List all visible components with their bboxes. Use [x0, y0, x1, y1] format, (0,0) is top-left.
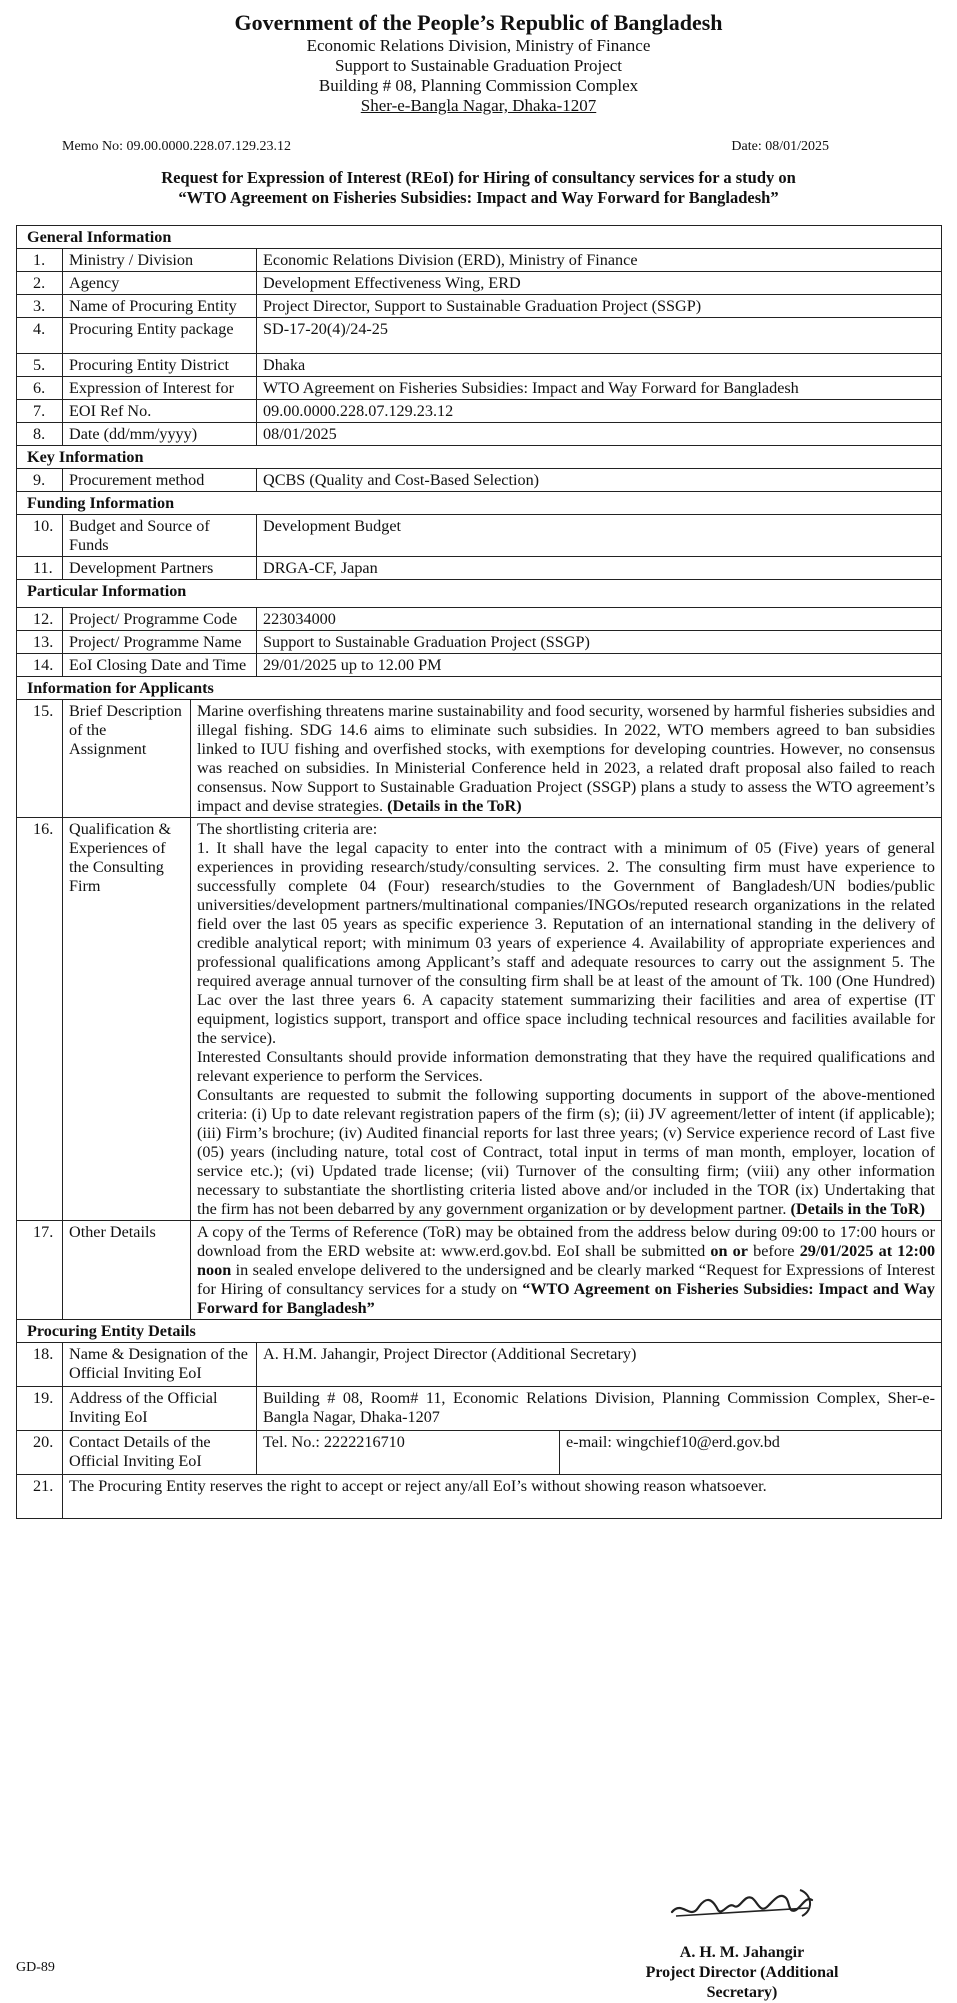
row-number: 9. — [17, 469, 63, 492]
row-label: Budget and Source of Funds — [63, 515, 257, 557]
contact-email: e-mail: wingchief10@erd.gov.bd — [560, 1431, 942, 1475]
row-number: 15. — [17, 700, 63, 818]
row-value: 29/01/2025 up to 12.00 PM — [257, 654, 942, 677]
section-row — [17, 492, 942, 515]
row-label: Procuring Entity District — [63, 354, 257, 377]
other-details-text: before — [753, 1242, 795, 1260]
row-number: 4. — [17, 318, 63, 354]
building-line: Building # 08, Planning Commission Complex — [318, 76, 639, 95]
closing-deadline: 29/01/2025 at 12:00 noon — [197, 1242, 936, 1279]
other-details-text: A copy of the Terms of Reference (ToR) may be obtained from the address below during 09:00 to 17:00 hours or download from the ERD website at: www.erd.gov.bd. EoI shall be submitted — [197, 1223, 935, 1260]
row-value: WTO Agreement on Fisheries Subsidies: Impact and Way Forward for Bangladesh — [257, 377, 942, 400]
documents-text: Consultants are requested to submit the following supporting documents in support of the above-mentioned criteria: (i) Up to date relevant registration papers of the firm (s); (ii) JV agreement/letter of intent (if applicable); (iii) Firm’s brochure; (iv) Audited financial reports for last three years; (v) Service experience record of Last five (05) years (including nature, total cost of Contract, total input in terms of man month, employer, location of service etc.); (vi) Updated trade license; (vii) Turnover of the consulting firm; (viii) any other information necessary to substantiate the shortlisting criteria listed above and/or included in the TOR (ix) Undertaking that the firm has not been debarred by any government organization or by development partner. — [197, 1086, 935, 1218]
row-value: Development Budget — [257, 515, 942, 557]
row-value: DRGA-CF, Japan — [257, 557, 942, 580]
row-value: Support to Sustainable Graduation Project (SSGP) — [257, 631, 942, 654]
row-label: Brief Description of the Assignment — [63, 700, 191, 818]
other-details — [191, 1221, 942, 1320]
row-label: Agency — [63, 272, 257, 295]
section-procuring: Procuring Entity Details — [17, 1320, 942, 1343]
section-general: General Information — [17, 226, 942, 249]
table-row — [17, 654, 942, 677]
handwritten-signature — [662, 1880, 822, 1932]
table-row — [17, 1343, 942, 1387]
row-value: 09.00.0000.228.07.129.23.12 — [257, 400, 942, 423]
row-value: 223034000 — [257, 608, 942, 631]
row-number: 20. — [17, 1431, 63, 1475]
memo-date: Date: 08/01/2025 — [731, 139, 829, 154]
row-value: 08/01/2025 — [257, 423, 942, 446]
table-row — [17, 249, 942, 272]
row-number: 11. — [17, 557, 63, 580]
table-row — [17, 1431, 942, 1475]
row-value: Development Effectiveness Wing, ERD — [257, 272, 942, 295]
row-number: 5. — [17, 354, 63, 377]
study-title: “WTO Agreement on Fisheries Subsidies: Impact and Way Forward for Bangladesh” — [197, 1280, 935, 1317]
table-row — [17, 1387, 942, 1431]
other-details-text: in sealed envelope delivered to the undersigned and be clearly marked “Request for Expressions of Interest for Hiring of consultancy services for a study on — [197, 1261, 935, 1298]
request-title-line1: Request for Expression of Interest (REoI) for Hiring of consultancy services for a study on — [161, 168, 796, 187]
interested-consultants: Interested Consultants should provide information demonstrating that they have the required qualifications and relevant experience to perform the Services. — [197, 1048, 935, 1085]
row-label: Procuring Entity package — [63, 318, 257, 354]
assignment-description — [191, 700, 942, 818]
row-value: Economic Relations Division (ERD), Ministry of Finance — [257, 249, 942, 272]
section-row — [17, 580, 942, 608]
table-row — [17, 354, 942, 377]
row-label: Ministry / Division — [63, 249, 257, 272]
row-value: Building # 08, Room# 11, Economic Relations Division, Planning Commission Complex, Sher-e-Bangla Nagar, Dhaka-1207 — [257, 1387, 942, 1431]
table-row — [17, 423, 942, 446]
footer-code: GD-89 — [16, 1960, 55, 1975]
table-row — [17, 377, 942, 400]
row-label: Other Details — [63, 1221, 191, 1320]
row-value: Dhaka — [257, 354, 942, 377]
row-number: 13. — [17, 631, 63, 654]
row-number: 14. — [17, 654, 63, 677]
row-number: 10. — [17, 515, 63, 557]
row-value: Project Director, Support to Sustainable Graduation Project (SSGP) — [257, 295, 942, 318]
row-number: 18. — [17, 1343, 63, 1387]
table-row — [17, 700, 942, 818]
memo-number: Memo No: 09.00.0000.228.07.129.23.12 — [62, 139, 292, 154]
row-number: 1. — [17, 249, 63, 272]
address-line: Sher-e-Bangla Nagar, Dhaka-1207 — [360, 96, 597, 115]
row-label: Procurement method — [63, 469, 257, 492]
table-row — [17, 400, 942, 423]
memo-row — [0, 138, 957, 156]
table-row — [17, 557, 942, 580]
row-label: EoI Closing Date and Time — [63, 654, 257, 677]
row-number: 2. — [17, 272, 63, 295]
row-label: Date (dd/mm/yyyy) — [63, 423, 257, 446]
row-number: 21. — [17, 1475, 63, 1519]
request-title — [0, 168, 957, 208]
row-label: Development Partners — [63, 557, 257, 580]
table-row — [17, 631, 942, 654]
row-value: A. H.M. Jahangir, Project Director (Additional Secretary) — [257, 1343, 942, 1387]
row-label: Contact Details of the Official Inviting EoI — [63, 1431, 257, 1475]
row-number: 16. — [17, 818, 63, 1221]
row-number: 7. — [17, 400, 63, 423]
row-label: Project/ Programme Name — [63, 631, 257, 654]
section-applicants: Information for Applicants — [17, 677, 942, 700]
row-number: 6. — [17, 377, 63, 400]
signature-block — [627, 1880, 857, 2003]
criteria-list: 1. It shall have the legal capacity to enter into the contract with a minimum of 05 (Five) years of general experiences in providing research/study/consulting services. 2. The consulting firm must have experience to successfully complete 04 (Four) research/studies to the Government of Bangladesh/UN bodies/public universities/development partners/multinational companies/INGOs/reputed research organizations in the related field over the last 05 years as specific experience 3. Reputation of an international standing in the delivery of credible analytical report; with minimum 03 years of experience 4. Availability of appropriate experiences and professional qualifications among Applicant’s staff and adequate resources to carry out the assignment 5. The required average annual turnover of the consulting firm shall be at least of the amount of Tk. 100 (One Hundred) Lac over the last three years 6. A capacity statement summarizing their facilities and area of expertise (IT equipment, logistics support, transport and office space including technical resources and facilities available for the service). — [197, 839, 935, 1047]
contact-phone: Tel. No.: 2222216710 — [257, 1431, 560, 1475]
section-row — [17, 226, 942, 249]
row-label: Qualification & Experiences of the Consulting Firm — [63, 818, 191, 1221]
table-row — [17, 515, 942, 557]
row-number: 8. — [17, 423, 63, 446]
section-row — [17, 446, 942, 469]
section-row — [17, 677, 942, 700]
section-row — [17, 1320, 942, 1343]
letterhead — [0, 0, 957, 116]
other-details-bold: on or — [710, 1242, 748, 1260]
row-label: Expression of Interest for — [63, 377, 257, 400]
row-number: 17. — [17, 1221, 63, 1320]
table-row — [17, 272, 942, 295]
eoi-table — [16, 225, 942, 1519]
table-row — [17, 318, 942, 354]
criteria-intro: The shortlisting criteria are: — [197, 820, 378, 838]
section-key: Key Information — [17, 446, 942, 469]
table-row — [17, 295, 942, 318]
row-number: 19. — [17, 1387, 63, 1431]
row-label: EOI Ref No. — [63, 400, 257, 423]
row-number: 3. — [17, 295, 63, 318]
details-tor-text: (Details in the ToR) — [790, 1200, 925, 1218]
signatory-name: A. H. M. Jahangir — [679, 1944, 805, 1961]
assignment-text: Marine overfishing threatens marine sustainability and food security, worsened by harmful fisheries subsidies and illegal fishing. SDG 14.6 aims to eliminate such subsidies. In 2022, WTO members agreed to ban subsidies linked to IUU fishing and overfished stocks, with exemptions for developing countries. However, no consensus was reached on subsidies. In Ministerial Conference held in 2023, a related draft proposal also failed to reach consensus. Now Support to Sustainable Graduation Project (SSGP) plans a study to assess the WTO agreement’s impact and devise strategies. — [197, 702, 935, 815]
row-value: QCBS (Quality and Cost-Based Selection) — [257, 469, 942, 492]
project-line: Support to Sustainable Graduation Project — [334, 56, 623, 75]
section-particular: Particular Information — [17, 580, 942, 608]
table-row — [17, 608, 942, 631]
table-row — [17, 469, 942, 492]
row-label: Address of the Official Inviting EoI — [63, 1387, 257, 1431]
signatory-title: Project Director (Additional Secretary) — [645, 1964, 839, 2001]
division-line: Economic Relations Division, Ministry of Finance — [306, 36, 651, 55]
row-value: SD-17-20(4)/24-25 — [257, 318, 942, 354]
table-row — [17, 818, 942, 1221]
supporting-documents — [197, 1086, 935, 1219]
table-row — [17, 1475, 942, 1519]
row-label: Name & Designation of the Official Inviting EoI — [63, 1343, 257, 1387]
row-label: Name of Procuring Entity — [63, 295, 257, 318]
details-tor-link-text: (Details in the ToR) — [387, 797, 522, 815]
row-number: 12. — [17, 608, 63, 631]
row-label: Project/ Programme Code — [63, 608, 257, 631]
section-funding: Funding Information — [17, 492, 942, 515]
qualification-details — [191, 818, 942, 1221]
reservation-clause: The Procuring Entity reserves the right to accept or reject any/all EoI’s without showing reason whatsoever. — [63, 1475, 942, 1519]
request-title-line2: “WTO Agreement on Fisheries Subsidies: Impact and Way Forward for Bangladesh” — [178, 188, 779, 207]
government-title: Government of the People’s Republic of Bangladesh — [234, 10, 723, 35]
table-row — [17, 1221, 942, 1320]
